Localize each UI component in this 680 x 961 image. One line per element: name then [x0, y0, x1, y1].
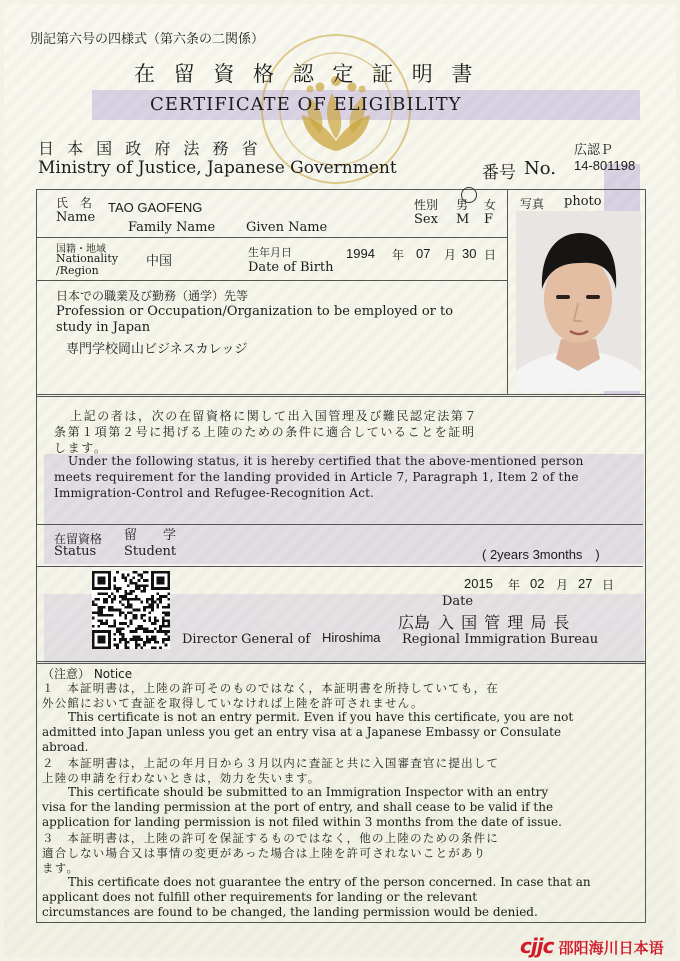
sex-label-en: Sex [414, 212, 438, 227]
title-english: CERTIFICATE OF ELIGIBILITY [150, 94, 462, 115]
notice-2-jp-2: 上陸の申請を行わないときは，効力を失います。 [42, 771, 321, 785]
certification-jp-1: 上記の者は，次の在留資格に関して出入国管理及び難民認定法第７ [70, 409, 479, 423]
dob-label-jp: 生年月日 [248, 246, 292, 259]
dob-day: 30 [462, 246, 477, 261]
status-divider-bottom [37, 566, 643, 567]
family-name-label: Family Name [128, 220, 216, 235]
sex-male-jp: 男 [456, 198, 469, 212]
notice-3-en-2: applicant does not fulfill other requirements for landing or the relevant [42, 890, 478, 904]
profession-label-jp: 日本での職業及び勤務（通学）先等 [56, 289, 249, 303]
dob-month-unit: 月 [444, 248, 457, 262]
notice-1-jp-2: 外公館において査証を取得していなければ上陸を許可されません。 [42, 696, 424, 710]
certification-en-3: Immigration-Control and Refugee-Recognition Act. [54, 486, 375, 500]
nationality-label-jp: 国籍・地域 [56, 244, 106, 255]
notice-2-jp-1: ２ 本証明書は，上記の年月日から３月以内に査証と共に入国審査官に提出して [42, 756, 500, 770]
certificate-paper [4, 4, 676, 957]
notice-3-jp-1: ３ 本証明書は，上陸の許可を保証するものではなく，他の上陸のための条件に [42, 831, 499, 845]
name-label-en: Name [56, 210, 96, 225]
row-divider-1 [37, 237, 507, 238]
sex-female-jp: 女 [484, 198, 497, 212]
ministry-english: Ministry of Justice, Japanese Government [38, 158, 397, 178]
issue-year-unit: 年 [508, 578, 521, 592]
dob-day-unit: 日 [484, 248, 497, 262]
notice-2-en-1: This certificate should be submitted to an Immigration Inspector with an entry [68, 785, 549, 799]
name-label-jp: 氏 名 [56, 196, 93, 210]
notice-heading: （注意） Notice [42, 667, 133, 681]
nationality-value: 中国 [146, 254, 173, 269]
issue-day-unit: 日 [602, 578, 615, 592]
certification-en-2: meets requirement for the landing provided in Article 7, Paragraph 1, Item 2 of the [54, 470, 579, 484]
watermark-logo: cjjc [520, 934, 554, 958]
dob-year: 1994 [346, 246, 375, 261]
profession-label-en-1: Profession or Occupation/Organization to be employed or to [56, 304, 454, 319]
status-value-jp: 留 学 [124, 528, 177, 543]
certification-jp-3: します。 [54, 441, 108, 455]
dob-label-en: Date of Birth [248, 260, 334, 275]
certification-en-1: Under the following status, it is hereby certified that the above-mentioned person [68, 454, 584, 468]
director-label: Director General of [182, 632, 311, 647]
ministry-japanese: 日 本 国 政 府 法 務 省 [38, 139, 262, 158]
reference-label-en: No. [524, 158, 556, 179]
bureau-city-en: Hiroshima [322, 630, 381, 645]
applicant-name: TAO GAOFENG [108, 200, 203, 215]
dob-month: 07 [416, 246, 431, 261]
notice-3-jp-3: ます。 [42, 861, 80, 875]
applicant-photo [516, 211, 641, 391]
status-duration: ( 2years 3months ) [482, 547, 600, 562]
notice-2-en-3: application for landing permission is not filed within 3 months from the date of issue. [42, 815, 562, 829]
notice-1-jp-1: １ 本証明書は，上陸の許可そのものではなく，本証明書を所持していても，在 [42, 681, 499, 695]
status-label-en: Status [54, 544, 97, 559]
photo-label-en: photo [564, 194, 602, 209]
certification-jp-2: 条第１項第２号に掲げる上陸のための条件に適合していることを証明 [54, 425, 476, 439]
row-divider-2 [37, 280, 507, 281]
notice-2-en-2: visa for the landing permission at the port of entry, and shall cease to be valid if the [42, 800, 554, 814]
profession-value: 専門学校岡山ビジネスカレッジ [66, 342, 248, 357]
sex-f: F [484, 212, 494, 227]
notice-3-jp-2: 適合しない場合又は事情の変更があった場合は上陸を許可されないことがあり [42, 846, 487, 860]
reference-label-jp: 番号 [482, 163, 516, 183]
status-value-en: Student [124, 544, 177, 559]
watermark [520, 934, 664, 958]
qr-code [92, 571, 170, 649]
title-japanese: 在 留 資 格 認 定 証 明 書 [134, 62, 479, 86]
reference-number: 14-801198 [574, 158, 636, 173]
sex-m: M [456, 212, 470, 227]
sex-selected-circle [461, 187, 477, 203]
reference-prefix: 広認Ｐ [574, 143, 614, 158]
issue-month: 02 [530, 576, 545, 591]
profession-label-en-2: study in Japan [56, 320, 151, 335]
photo-label-jp: 写真 [520, 197, 545, 211]
bureau-title-jp: 入 国 管 理 局 長 [438, 613, 571, 632]
notice-1-en-2: admitted into Japan unless you get an entry visa at a Japanese Embassy or Consulate [42, 725, 562, 739]
bureau-name-en: Regional Immigration Bureau [402, 632, 599, 647]
issue-date-label: Date [442, 594, 474, 609]
issue-month-unit: 月 [556, 578, 569, 592]
dob-year-unit: 年 [392, 248, 405, 262]
issue-day: 27 [578, 576, 593, 591]
region-label-en: /Region [56, 264, 99, 277]
notice-1-en-1: This certificate is not an entry permit. Even if you have this certificate, you are not [68, 710, 574, 724]
given-name-label: Given Name [246, 220, 328, 235]
watermark-text: 邵阳海川日本语 [558, 939, 664, 957]
notice-3-en-1: This certificate does not guarantee the entry of the person concerned. In case that an [68, 875, 591, 889]
notice-1-en-3: abroad. [42, 740, 89, 754]
photo-divider [507, 190, 508, 394]
status-label-jp: 在留資格 [54, 532, 103, 546]
form-reference: 別記第六号の四様式（第六条の二関係） [30, 32, 265, 47]
sex-label-jp: 性別 [414, 198, 439, 212]
notice-3-en-3: circumstances are found to be changed, the landing permission would be denied. [42, 905, 538, 919]
issue-year: 2015 [464, 576, 493, 591]
nationality-label-en: Nationality [56, 252, 119, 265]
bureau-city-jp: 広島 [398, 613, 431, 632]
